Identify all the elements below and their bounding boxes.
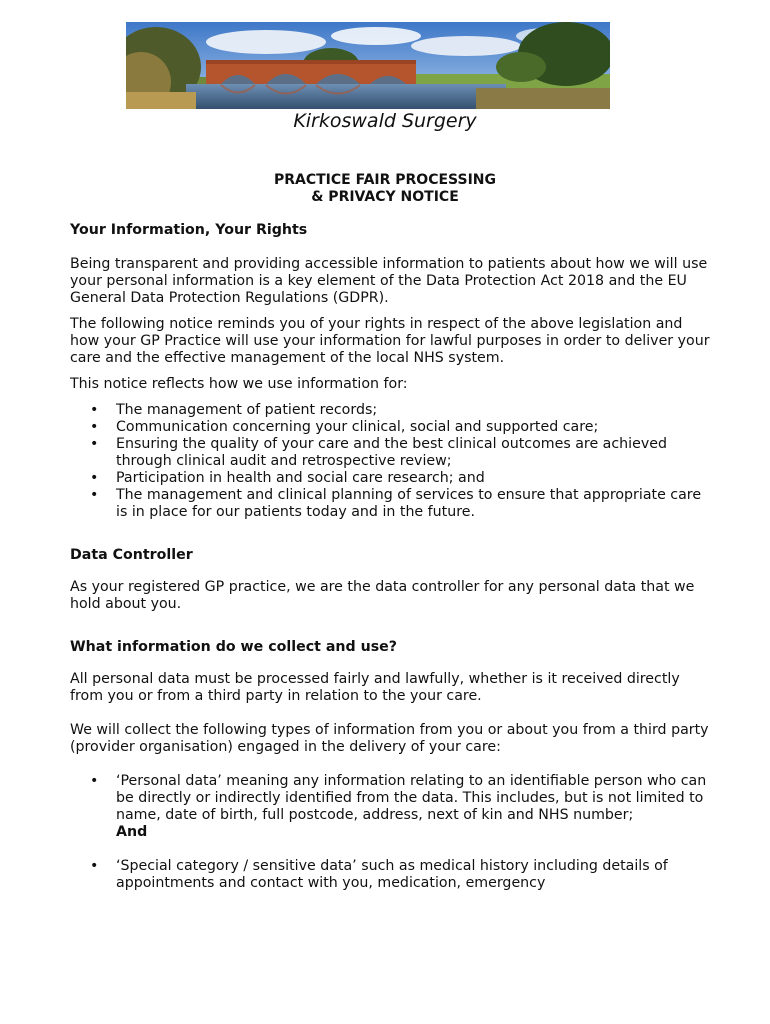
section-heading-data-controller: Data Controller bbox=[70, 547, 193, 563]
uses-list bbox=[70, 402, 710, 521]
paragraph: The following notice reminds you of your rights in respect of the above legislation and how your GP Practice will use your information for lawful purposes in order to deliver your care and the effective management of the local NHS system. bbox=[70, 316, 710, 366]
document-title bbox=[0, 172, 770, 206]
bridge-landscape-illustration bbox=[126, 22, 610, 109]
document-body bbox=[70, 222, 710, 892]
list-item: • Ensuring the quality of your care and the best clinical outcomes are achieved through clinical audit and retrospective review; bbox=[70, 436, 710, 470]
title-line-1: PRACTICE FAIR PROCESSING bbox=[273, 172, 496, 188]
section-heading-your-information: Your Information, Your Rights bbox=[70, 222, 308, 238]
title-line-2: & PRIVACY NOTICE bbox=[311, 189, 459, 205]
list-item-special-category: • ‘Special category / sensitive data’ such as medical history including details of appointments and contact with you, medication, emergency bbox=[70, 858, 710, 892]
list-item-personal-data bbox=[70, 773, 710, 841]
section-heading-what-information: What information do we collect and use? bbox=[70, 639, 398, 655]
data-types-list bbox=[70, 773, 710, 892]
list-item: • Participation in health and social care research; and bbox=[70, 470, 710, 487]
surgery-name: Kirkoswald Surgery bbox=[293, 110, 477, 132]
and-label: And bbox=[116, 824, 148, 840]
list-item: • Communication concerning your clinical, social and supported care; bbox=[70, 419, 710, 436]
paragraph: This notice reflects how we use information for: bbox=[70, 376, 408, 392]
paragraph: As your registered GP practice, we are the data controller for any personal data that we hold about you. bbox=[70, 579, 695, 612]
paragraph: All personal data must be processed fairly and lawfully, whether is it received directly from you or from a third party in relation to the your care. bbox=[70, 671, 680, 704]
banner-photo bbox=[126, 22, 610, 109]
list-item: • The management of patient records; bbox=[70, 402, 710, 419]
paragraph: Being transparent and providing accessible information to patients about how we will use your personal information is a key element of the Data Protection Act 2018 and the EU General Data Protection Regulations (GDPR). bbox=[70, 256, 708, 306]
paragraph: We will collect the following types of information from you or about you from a third party (provider organisation) engaged in the delivery of your care: bbox=[70, 722, 709, 755]
list-item: • The management and clinical planning of services to ensure that appropriate care is in place for our patients today and in the future. bbox=[70, 487, 710, 521]
list-item-text: ‘Personal data’ meaning any information relating to an identifiable person who can be directly or indirectly identified from the data. This includes, but is not limited to name, date of birth, full postcode, address, next of kin and NHS number; bbox=[116, 773, 707, 823]
